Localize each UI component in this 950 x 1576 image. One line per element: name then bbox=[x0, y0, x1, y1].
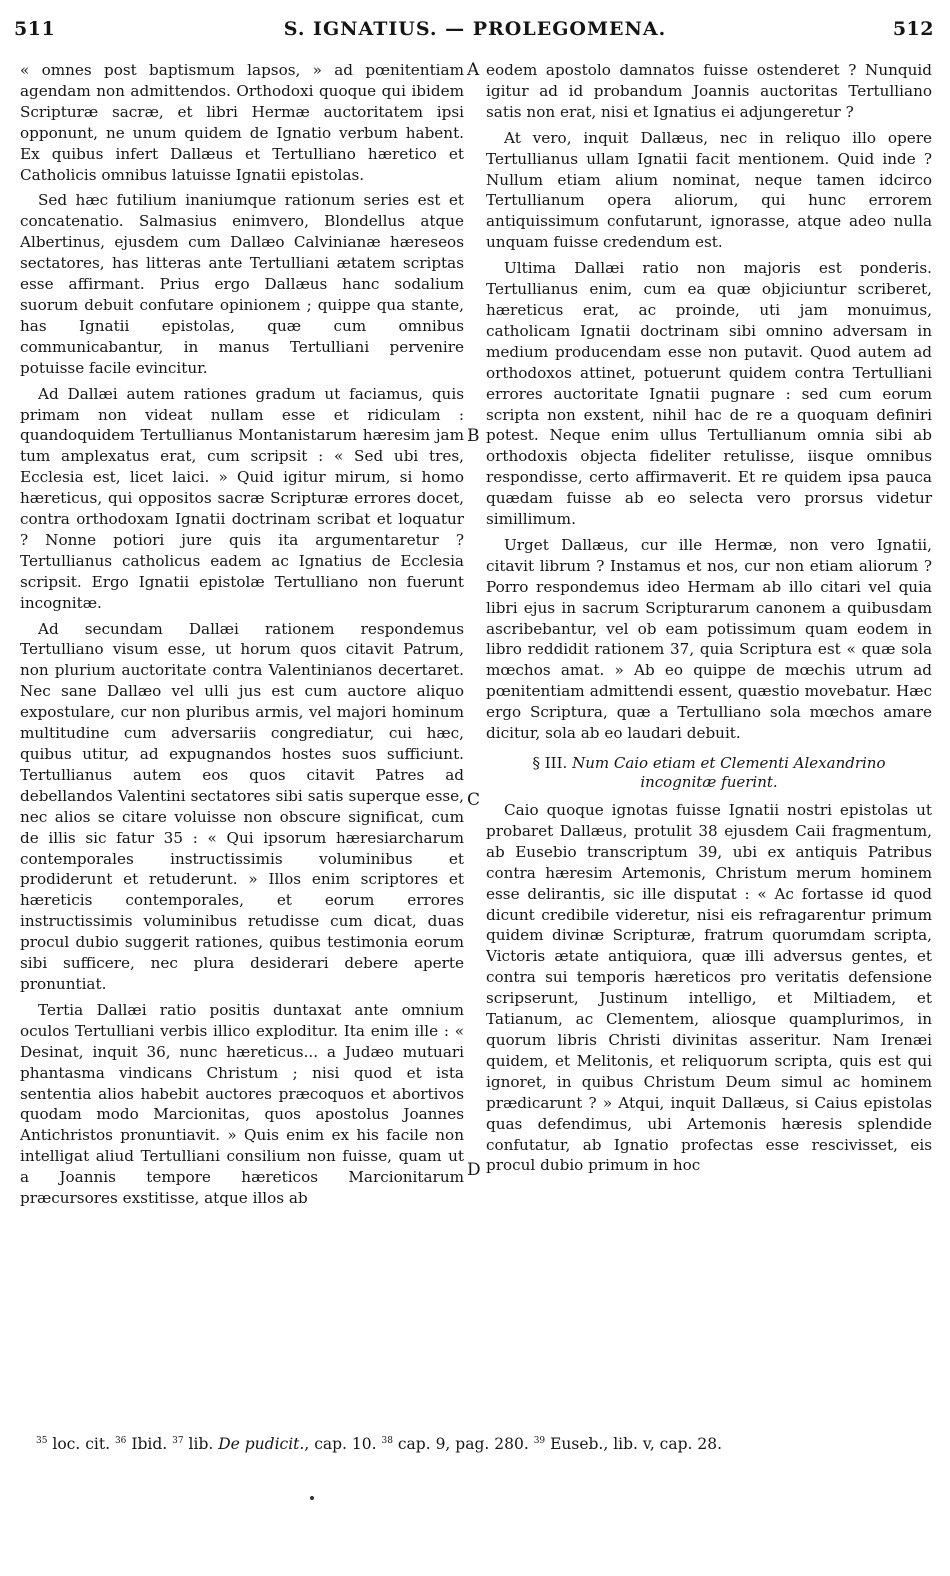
margin-marker-b: B bbox=[467, 426, 480, 446]
footnote-number: 36 bbox=[114, 1436, 127, 1446]
paragraph: Urget Dallæus, cur ille Hermæ, non vero Ignatii, citavit librum ? Instamus et nos, cur non etiam aliorum ? Porro respondemus ideo Hermam ab illo citari vel quia libri ejus in sacrum Scripturarum canonem a quibusdam ascribebantur, vel ob eam potissimum quam eodem in libro reddidit rationem 37, quia Scriptura est « quæ sola mœchos amat. » Ab eo quippe de mœchis utrum ad pœnitentiam admittendi essent, quæstio movebatur. Hæc ergo Scriptura, quæ a Tertulliano sola mœchos amare dicitur, sola ab eo laudari debuit. bbox=[486, 535, 932, 743]
footnotes bbox=[36, 1430, 936, 1455]
margin-marker-c: C bbox=[467, 790, 481, 810]
left-column bbox=[20, 60, 464, 1209]
footnote-text: cap. 9, pag. 280. bbox=[397, 1435, 529, 1453]
left-page-number: 511 bbox=[14, 18, 56, 40]
footnote-text: Ibid. bbox=[131, 1435, 168, 1453]
footnote-number: 37 bbox=[172, 1436, 184, 1446]
paragraph: Ad Dallæi autem rationes gradum ut faciamus, quis primam non videat nullam esse et ridiculam : quandoquidem Tertullianus Montanistarum hæresim jam tum amplexatus erat, cum scripsit : « Sed ubi tres, Ecclesia est, licet laici. » Quid igitur mirum, si homo hæreticus, qui oppositos sacræ Scripturæ errores docet, contra orthodoxam Ignatii doctrinam scribat et loquatur ? Nonne potiori jure quis ita argumentaretur ? Tertullianus catholicus eadem ac Ignatius de Ecclesia scripsit. Ergo Ignatii epistolæ Tertulliano non fuerunt incognitæ. bbox=[20, 384, 464, 612]
footnote-text: De pudicit. bbox=[218, 1435, 305, 1453]
margin-marker-a: A bbox=[467, 60, 480, 80]
footnote-text: lib. bbox=[188, 1435, 214, 1453]
footnote-number: 38 bbox=[381, 1436, 393, 1446]
paragraph: Sed hæc futilium inaniumque rationum series est et concatenatio. Salmasius enimvero, Blondellus atque Albertinus, ejusdem cum Dallæo Calvinianæ hæreseos sectatores, has litteras ante Tertulliani ætatem scriptas esse affirmant. Prius ergo Dallæus hanc sodalium suorum debuit confutare opinionem ; quippe qua stante, has Ignatii epistolas, quæ cum omnibus communicabantur, in manus Tertulliani pervenire potuisse facile evincitur. bbox=[20, 191, 464, 377]
running-title: S. IGNATIUS. — PROLEGOMENA. bbox=[283, 18, 667, 40]
paragraph: Ad secundam Dallæi rationem respondemus Tertulliano visum esse, ut horum quos citavit Patrum, non plurium auctoritate contra Valentinianos decertaret. Nec sane Dallæo vel ulli jus est cum auctore aliquo expostulare, cur non pluribus armis, vel majori hominum multitudine cum adversariis congrediatur, cui hæc, quibus utitur, ad expugnandos hostes suos sufficiunt. Tertullianus autem eos quos citavit Patres ad debellandos Valentini sectatores sibi satis superque esse, nec alios se citare voluisse non obscure significat, cum de illis sic fatur 35 : « Qui ipsorum hæresiarcharum contemporales instructissimis voluminibus et prodiderunt et retuderunt. » Illos enim scriptores et hæreticis contemporales, et eorum errores instructissimis voluminibus retudisse cum dicat, duas procul dubio suggerit rationes, quibus testimonia eorum sibi sufficere, nec plura desiderari debere aperte pronuntiat. bbox=[20, 619, 464, 993]
paragraph: Ultima Dallæi ratio non majoris est ponderis. Tertullianus enim, cum ea quæ objiciuntur scriberet, hæreticus erat, ac proinde, uti jam monuimus, catholicam Ignatii doctrinam sibi omnino adversam in medium producendam esse non putavit. Quod autem ad orthodoxos attinet, potuerunt quidem contra Tertulliani errores auctoritate Ignatii pugnare : sed cum eorum scripta non exstent, nihil hac de re a quoquam definiri potest. Neque enim ullus Tertullianum omnia sibi ab orthodoxis objecta fideliter retulisse, iisque omnibus respondisse, certo affirmaverit. Et re quidem ipsa pauca quædam fuisse ab eo selecta vero prorsus videtur simillimum. bbox=[486, 259, 932, 529]
paragraph: eodem apostolo damnatos fuisse ostenderet ? Nunquid igitur ad id probandum Joannis auctoritas Tertulliano satis non erat, nisi et Ignatius ei adjungeretur ? bbox=[486, 61, 932, 121]
stray-dot bbox=[310, 1496, 314, 1500]
margin-marker-d: D bbox=[467, 1160, 481, 1180]
footnote-number: 39 bbox=[533, 1436, 546, 1446]
footnote-text: Euseb., lib. v, cap. 28. bbox=[550, 1435, 723, 1453]
footnote-number: 35 bbox=[36, 1436, 48, 1446]
footnote-text: , cap. 10. bbox=[304, 1435, 377, 1453]
right-column bbox=[486, 60, 932, 1176]
footnote-text: loc. cit. bbox=[52, 1435, 111, 1453]
right-page-number: 512 bbox=[892, 18, 934, 40]
section-title: Num Caio etiam et Clementi Alexandrino incognitæ fuerint. bbox=[572, 754, 886, 791]
paragraph: Caio quoque ignotas fuisse Ignatii nostri epistolas ut probaret Dallæus, protulit 38 ejusdem Caii fragmentum, ab Eusebio transcriptum 39, ubi ex antiquis Patribus contra hæresim Artemonis, Christum merum hominem esse delirantis, sic ille disputat : « Ac fortasse id quod dicunt credibile videretur, nisi eis refragarentur primum quidem divinæ Scripturæ, fratrum quorumdam scripta, Victoris ætate antiquiora, quæ illi adversus gentes, et contra sui temporis hæreticos pro veritatis defensione scripserunt, Justinum intelligo, et Miltiadem, et Tatianum, ac Clementem, aliosque quamplurimos, in quorum libris Christi divinitas asseritur. Nam Irenæi quidem, et Melitonis, et reliquorum scripta, quis est qui ignoret, in quibus Christum Deum simul ac hominem prædicarunt ? » Atqui, inquit Dallæus, si Caius epistolas quas defendimus, ubi Artemonis hæresis splendide confutatur, ab Ignatio profectas esse rescivisset, eis procul dubio primum in hoc bbox=[486, 801, 932, 1175]
section-heading bbox=[486, 754, 932, 792]
paragraph: « omnes post baptismum lapsos, » ad pœnitentiam agendam non admittendos. Orthodoxi quoque qui ibidem Scripturæ sacræ, et libri Hermæ auctoritatem ipsi opponunt, ne unum quidem de Ignatio verbum habent. Ex quibus infert Dallæus et Tertulliano hæretico et Catholicis omnibus latuisse Ignatii epistolas. bbox=[20, 61, 464, 184]
section-number: § III. bbox=[532, 754, 568, 772]
paragraph: Tertia Dallæi ratio positis duntaxat ante omnium oculos Tertulliani verbis illico exploditur. Ita enim ille : « Desinat, inquit 36, nunc hæreticus... a Judæo mutuari phantasma vindicans Christum ; nisi quod et ista sententia alios habebit auctores præcoquos et abortivos quodam modo Marcionitas, quos apostolus Joannes Antichristos pronuntiavit. » Quis enim ex his facile non intelligat aliud Tertulliani consilium non fuisse, quam ut a Joannis tempore hæreticos Marcionitarum præcursores exstitisse, atque illos ab bbox=[20, 1000, 464, 1208]
running-header bbox=[0, 14, 950, 44]
paragraph: At vero, inquit Dallæus, nec in reliquo illo opere Tertullianus ullam Ignatii facit mentionem. Quid inde ? Nullum etiam alium nominat, neque tamen idcirco Tertullianum opera aliorum, qui hunc errorem antiquissimum confutarunt, ignorasse, atque adeo nulla unquam fuisse credendum est. bbox=[486, 128, 932, 252]
